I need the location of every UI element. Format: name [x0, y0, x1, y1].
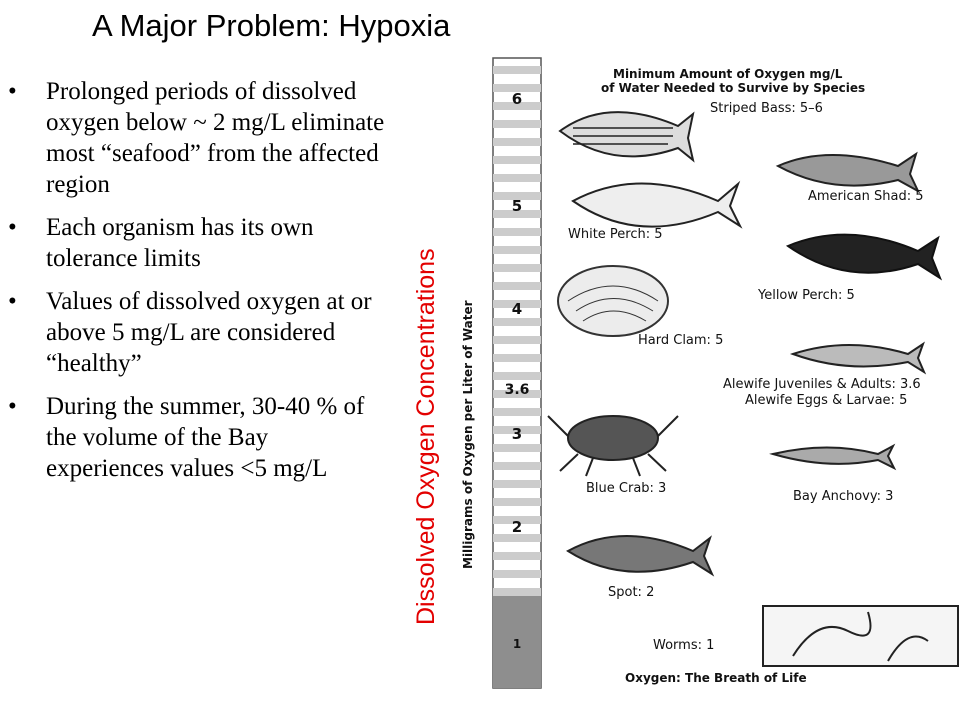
blue-crab-icon [548, 416, 678, 476]
label-worms: Worms: 1 [653, 638, 715, 653]
scale-stripe [493, 570, 541, 578]
hard-clam-icon [558, 266, 668, 336]
striped-bass-icon [560, 112, 693, 160]
scale-stripe [493, 318, 541, 326]
scale-stripe [493, 480, 541, 488]
scale-stripe [493, 156, 541, 164]
scale-stripe [493, 282, 541, 290]
label-alewife-adults: Alewife Juveniles & Adults: 3.6 [723, 377, 921, 392]
scale-value-6: 6 [511, 90, 523, 108]
worms-icon [763, 606, 958, 666]
bullet-list [0, 76, 390, 496]
oxygen-scale-bar [493, 58, 541, 688]
scale-value-4: 4 [511, 300, 523, 318]
scale-stripe [493, 552, 541, 560]
bullet-item [0, 286, 390, 379]
scale-value-5: 5 [511, 197, 523, 215]
scale-stripe [493, 444, 541, 452]
label-striped-bass: Striped Bass: 5–6 [710, 101, 823, 116]
bullet-text: Values of dissolved oxygen at or above 5 mg/L are considered “healthy” [46, 288, 372, 377]
white-perch-icon [573, 184, 740, 227]
label-hard-clam: Hard Clam: 5 [638, 333, 724, 348]
scale-stripe [493, 264, 541, 272]
scale-stripe [493, 336, 541, 344]
bay-anchovy-icon [773, 446, 894, 468]
american-shad-icon [778, 154, 918, 191]
scale-stripe [493, 120, 541, 128]
scale-stripe [493, 354, 541, 362]
figure-footer: Oxygen: The Breath of Life [625, 671, 807, 685]
scale-value-2: 2 [511, 518, 523, 536]
axis-label: Milligrams of Oxygen per Liter of Water [461, 300, 475, 569]
slide-title: A Major Problem: Hypoxia [92, 8, 451, 43]
scale-value-1: 1 [512, 637, 522, 651]
bullet-text: Prolonged periods of dissolved oxygen below ~ 2 mg/L eliminate most “seafood” from the affected region [46, 78, 385, 198]
scale-stripe [493, 246, 541, 254]
scale-value-3-6: 3.6 [504, 382, 530, 398]
bullet-symbol: • [8, 393, 17, 420]
label-alewife-eggs: Alewife Eggs & Larvae: 5 [745, 393, 908, 408]
label-spot: Spot: 2 [608, 585, 655, 600]
bullet-symbol: • [8, 214, 17, 241]
figure-heading-line1: Minimum Amount of Oxygen mg/L [613, 67, 843, 81]
label-bay-anchovy: Bay Anchovy: 3 [793, 489, 894, 504]
label-blue-crab: Blue Crab: 3 [586, 481, 667, 496]
bullet-text: During the summer, 30-40 % of the volume of the Bay experiences values <5 mg/L [46, 393, 365, 482]
scale-stripe [493, 174, 541, 182]
dissolved-oxygen-label: Dissolved Oxygen Concentrations [412, 248, 440, 625]
scale-stripe [493, 462, 541, 470]
scale-stripe [493, 498, 541, 506]
label-white-perch: White Perch: 5 [568, 227, 663, 242]
scale-stripe [493, 228, 541, 236]
spot-icon [568, 536, 712, 574]
label-yellow-perch: Yellow Perch: 5 [758, 288, 855, 303]
bullet-symbol: • [8, 78, 17, 105]
bullet-text: Each organism has its own tolerance limits [46, 214, 314, 272]
bullet-item [0, 391, 390, 484]
alewife-icon [793, 344, 924, 372]
bullet-symbol: • [8, 288, 17, 315]
bullet-item [0, 212, 390, 274]
scale-stripe [493, 408, 541, 416]
bullet-item [0, 76, 390, 200]
scale-stripe [493, 588, 541, 596]
yellow-perch-icon [788, 235, 940, 278]
scale-stripe [493, 66, 541, 74]
scale-stripe [493, 372, 541, 380]
scale-value-3: 3 [511, 425, 523, 443]
scale-stripe [493, 138, 541, 146]
label-american-shad: American Shad: 5 [808, 189, 924, 204]
oxygen-illustration [448, 56, 960, 720]
figure-heading-line2: of Water Needed to Survive by Species [601, 81, 866, 95]
